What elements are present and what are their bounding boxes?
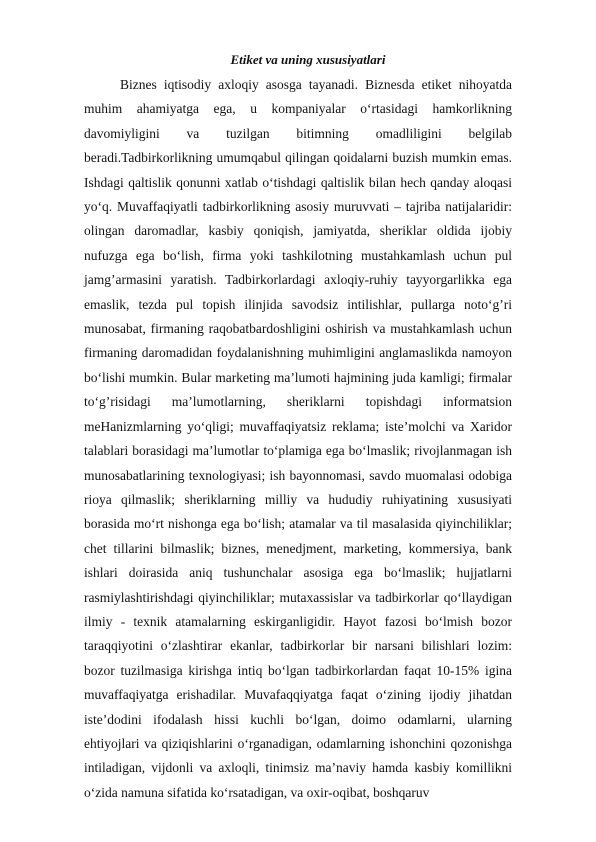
body-paragraph: Biznes iqtisodiy axloqiy asosga tayanadi. Biznesda etiket nihoyatda muhim ahamiyatga ega, u kompaniyalar o‘rtasidagi hamkorlikning davomiyligini va tuzilgan bitimning omadliligini belgilab beradi.Tadbirkorlikning umumqabul qilingan qoidalarni buzish mumkin emas. Ishdagi qaltislik qonunni xatlab o‘tishdagi qaltislik bilan hech qanday aloqasi yo‘q. Muvaffaqiyatli tadbirkorlikning asosiy muruvvati – tajriba natijalaridir: olingan daromadlar, kasbiy qoniqish, jamiyatda, sheriklar oldida ijobiy nufuzga ega bo‘lish, firma yoki tashkilotning mustahkamlash uchun pul jamg’armasini yaratish. Tadbirkorlardagi axloqiy-ruhiy tayyorgarlikka ega emaslik, tezda pul topish ilinjida savodsiz intilishlar, pullarga noto‘g’ri munosabat, firmaning raqobatbardoshligini oshirish va mustahkamlash uchun firmaning daromadidan foydalanishning muhimligini anglamaslikda namoyon bo‘lishi mumkin. Bular marketing ma’lumoti hajmining juda kamligi; firmalar to‘g’risidagi ma’lumotlarning, sheriklarni topishdagi informatsion meHanizmlarning yo‘qligi; muvaffaqiyatsiz reklama; iste’molchi va Xaridor talablari borasidagi ma’lumotlar to‘plamiga ega bo‘lmaslik; rivojlanmagan ish munosabatlarining texnologiyasi; ish bayonnomasi, savdo muomalasi odobiga rioya qilmaslik; sheriklarning milliy va hududiy ruhiyatining xususiyati borasida mo‘rt nishonga ega bo‘lish; atamalar va til masalasida qiyinchiliklar; chet tillarini bilmaslik; biznes, menedjment, marketing, kommersiya, bank ishlari doirasida aniq tushunchalar asosiga ega bo‘lmaslik; hujjatlarni rasmiylashtirishdagi qiyinchiliklar; mutaxassislar va tadbirkorlar qo‘llaydigan ilmiy - texnik atamalarning eskirganligidir. Hayot fazosi bo‘lmish bozor taraqqiyotini o‘zlashtirar ekanlar, tadbirkorlar bir narsani bilishlari lozim: bozor tuzilmasiga kirishga intiq bo‘lgan tadbirkorlardan faqat 10-15% igina muvaffaqiyatga erishadilar. Muvafaqqiyatga faqat o‘zining ijodiy jihatdan iste’dodini ifodalash hissi kuchli bo‘lgan, doimo odamlarni, ularning ehtiyojlari va qiziqishlarini o‘rganadigan, odamlarning ishonchini qozonishga intiladigan, vijdonli va axloqli, tinimsiz ma’naviy hamda kasbiy komillikni o‘zida namuna sifatida ko‘rsatadigan, va oxir-oqibat, boshqaruv: [84, 77, 512, 800]
page-title: Etiket va uning xususiyatlari: [230, 52, 386, 67]
document-page: [84, 52, 512, 805]
